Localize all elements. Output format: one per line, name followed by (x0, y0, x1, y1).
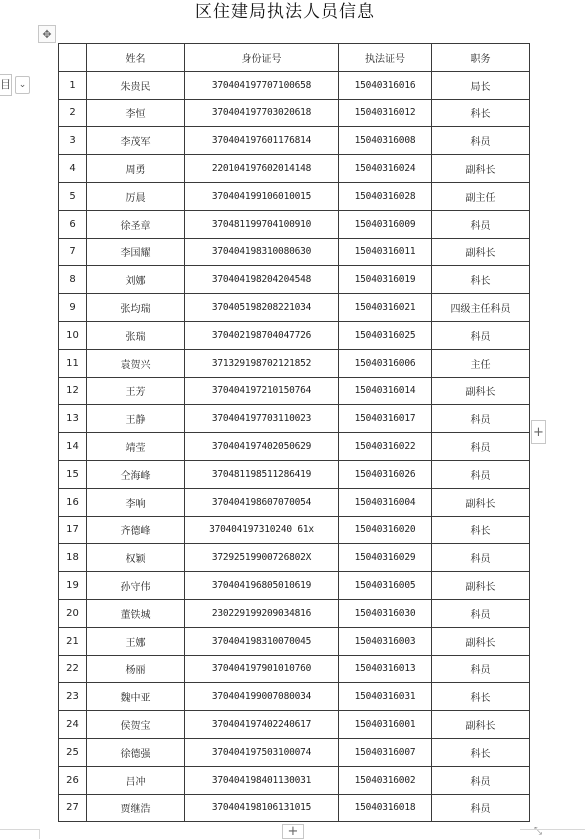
cell-index: 24 (59, 711, 87, 739)
cell-license-number: 15040316001 (339, 711, 432, 739)
cell-id-number: 370404198106131015 (185, 794, 339, 822)
table-row (59, 210, 530, 238)
cell-name: 王静 (87, 405, 185, 433)
cell-license-number: 15040316003 (339, 627, 432, 655)
cell-position: 科员 (432, 210, 530, 238)
cell-name: 侯贺宝 (87, 711, 185, 739)
cell-name: 齐德峰 (87, 516, 185, 544)
cell-position: 副科长 (432, 238, 530, 266)
table-row (59, 405, 530, 433)
cell-name: 袁贺兴 (87, 349, 185, 377)
cell-index: 22 (59, 655, 87, 683)
cell-position: 科员 (432, 599, 530, 627)
cell-license-number: 15040316024 (339, 155, 432, 183)
header-position: 职务 (432, 44, 530, 72)
cell-index: 27 (59, 794, 87, 822)
cell-position: 局长 (432, 71, 530, 99)
cell-id-number: 370405198208221034 (185, 294, 339, 322)
chevron-down-icon[interactable]: ⌄ (15, 76, 30, 94)
cell-position: 主任 (432, 349, 530, 377)
cell-name: 刘娜 (87, 266, 185, 294)
cell-position: 科长 (432, 516, 530, 544)
cell-position: 科长 (432, 683, 530, 711)
cell-id-number: 370404199106010015 (185, 182, 339, 210)
cell-index: 11 (59, 349, 87, 377)
cell-license-number: 15040316030 (339, 599, 432, 627)
cell-index: 7 (59, 238, 87, 266)
cell-name: 李恒 (87, 99, 185, 127)
cell-id-number: 370404198607070054 (185, 488, 339, 516)
cell-name: 张瑞 (87, 321, 185, 349)
cell-license-number: 15040316014 (339, 377, 432, 405)
cell-position: 科员 (432, 405, 530, 433)
cell-position: 副科长 (432, 377, 530, 405)
cell-id-number: 370404198401130031 (185, 766, 339, 794)
cell-index: 17 (59, 516, 87, 544)
cell-position: 科员 (432, 544, 530, 572)
cell-name: 王娜 (87, 627, 185, 655)
cell-position: 副科长 (432, 572, 530, 600)
cell-license-number: 15040316006 (339, 349, 432, 377)
cell-id-number: 370404197703110023 (185, 405, 339, 433)
cell-index: 19 (59, 572, 87, 600)
cell-license-number: 15040316011 (339, 238, 432, 266)
cell-position: 科员 (432, 655, 530, 683)
cell-name: 孙守伟 (87, 572, 185, 600)
cell-position: 科员 (432, 794, 530, 822)
cell-license-number: 15040316013 (339, 655, 432, 683)
table-row (59, 627, 530, 655)
cell-id-number: 370404199007080034 (185, 683, 339, 711)
cell-position: 副主任 (432, 182, 530, 210)
cell-index: 8 (59, 266, 87, 294)
cell-name: 仝海峰 (87, 460, 185, 488)
table-row (59, 599, 530, 627)
cell-position: 科员 (432, 460, 530, 488)
cell-index: 23 (59, 683, 87, 711)
cell-id-number: 370404198310080630 (185, 238, 339, 266)
cell-id-number: 370404197402050629 (185, 433, 339, 461)
table-row (59, 433, 530, 461)
table-row (59, 655, 530, 683)
cell-index: 16 (59, 488, 87, 516)
cell-name: 吕冲 (87, 766, 185, 794)
page-title: 区住建局执法人员信息 (195, 2, 375, 22)
cell-index: 15 (59, 460, 87, 488)
cell-license-number: 15040316029 (339, 544, 432, 572)
table-row (59, 544, 530, 572)
table-row (59, 683, 530, 711)
cell-name: 贾继浩 (87, 794, 185, 822)
cell-id-number: 220104197602014148 (185, 155, 339, 183)
cell-name: 李响 (87, 488, 185, 516)
cell-position: 科员 (432, 321, 530, 349)
cell-position: 副科长 (432, 627, 530, 655)
table-row (59, 127, 530, 155)
table-row (59, 155, 530, 183)
cell-license-number: 15040316017 (339, 405, 432, 433)
cell-id-number: 370402198704047726 (185, 321, 339, 349)
cell-name: 杨丽 (87, 655, 185, 683)
table-row (59, 766, 530, 794)
page-corner-left (0, 829, 40, 839)
cell-index: 10 (59, 321, 87, 349)
cell-license-number: 15040316031 (339, 683, 432, 711)
cell-license-number: 15040316002 (339, 766, 432, 794)
cell-id-number: 37292519900726802X (185, 544, 339, 572)
cell-name: 徐德强 (87, 738, 185, 766)
cell-index: 13 (59, 405, 87, 433)
cell-name: 张均瑞 (87, 294, 185, 322)
cell-id-number: 371329198702121852 (185, 349, 339, 377)
cell-index: 18 (59, 544, 87, 572)
table-row (59, 572, 530, 600)
cell-license-number: 15040316004 (339, 488, 432, 516)
cell-name: 魏中亚 (87, 683, 185, 711)
cell-license-number: 15040316012 (339, 99, 432, 127)
cell-license-number: 15040316021 (339, 294, 432, 322)
cell-index: 5 (59, 182, 87, 210)
cell-position: 副科长 (432, 155, 530, 183)
cell-id-number: 370404197703020618 (185, 99, 339, 127)
cell-index: 4 (59, 155, 87, 183)
table-row (59, 99, 530, 127)
cell-id-number: 370404198310070045 (185, 627, 339, 655)
cell-id-number: 370404198204204548 (185, 266, 339, 294)
header-name: 姓名 (87, 44, 185, 72)
cell-index: 25 (59, 738, 87, 766)
cell-license-number: 15040316025 (339, 321, 432, 349)
table-move-handle[interactable] (38, 25, 56, 43)
cell-name: 王芳 (87, 377, 185, 405)
cell-license-number: 15040316018 (339, 794, 432, 822)
cell-name: 靖莹 (87, 433, 185, 461)
table-row (59, 711, 530, 739)
header-license-number: 执法证号 (339, 44, 432, 72)
cell-name: 权颖 (87, 544, 185, 572)
left-outline-control[interactable] (0, 74, 32, 96)
cell-position: 科员 (432, 766, 530, 794)
cell-index: 21 (59, 627, 87, 655)
cell-index: 3 (59, 127, 87, 155)
table-row (59, 71, 530, 99)
cell-license-number: 15040316008 (339, 127, 432, 155)
header-index (59, 44, 87, 72)
cell-license-number: 15040316026 (339, 460, 432, 488)
table-row (59, 488, 530, 516)
cell-position: 科长 (432, 99, 530, 127)
cell-license-number: 15040316007 (339, 738, 432, 766)
cell-license-number: 15040316028 (339, 182, 432, 210)
cell-id-number: 370481199704100910 (185, 210, 339, 238)
staff-table (58, 43, 530, 822)
cell-id-number: 370404197310240 61x (185, 516, 339, 544)
cell-position: 科长 (432, 738, 530, 766)
cell-index: 9 (59, 294, 87, 322)
cell-license-number: 15040316016 (339, 71, 432, 99)
table-row (59, 377, 530, 405)
cell-id-number: 230229199209034816 (185, 599, 339, 627)
cell-id-number: 370404197210150764 (185, 377, 339, 405)
cell-license-number: 15040316020 (339, 516, 432, 544)
cell-license-number: 15040316022 (339, 433, 432, 461)
table-row (59, 238, 530, 266)
table-body (59, 71, 530, 822)
table-row (59, 460, 530, 488)
plus-icon: + (287, 824, 299, 839)
cell-name: 李茂军 (87, 127, 185, 155)
table-row (59, 738, 530, 766)
add-row-button[interactable] (282, 824, 304, 839)
cell-license-number: 15040316005 (339, 572, 432, 600)
cell-id-number: 370404197901010760 (185, 655, 339, 683)
cell-position: 科员 (432, 433, 530, 461)
cell-id-number: 370404197503100074 (185, 738, 339, 766)
cell-index: 26 (59, 766, 87, 794)
cell-position: 副科长 (432, 711, 530, 739)
plus-icon: + (533, 424, 544, 440)
cell-id-number: 370404197601176814 (185, 127, 339, 155)
cell-name: 徐圣章 (87, 210, 185, 238)
cell-position: 副科长 (432, 488, 530, 516)
cell-name: 朱贵民 (87, 71, 185, 99)
cell-id-number: 370481198511286419 (185, 460, 339, 488)
cell-name: 周勇 (87, 155, 185, 183)
table-header-row (59, 44, 530, 72)
cell-name: 董铁城 (87, 599, 185, 627)
cell-license-number: 15040316019 (339, 266, 432, 294)
cell-id-number: 370404197707100658 (185, 71, 339, 99)
cell-index: 12 (59, 377, 87, 405)
cell-index: 20 (59, 599, 87, 627)
table-row (59, 516, 530, 544)
cell-position: 四级主任科员 (432, 294, 530, 322)
table-row (59, 266, 530, 294)
cell-license-number: 15040316009 (339, 210, 432, 238)
cell-index: 14 (59, 433, 87, 461)
cell-index: 2 (59, 99, 87, 127)
table-row (59, 321, 530, 349)
cell-id-number: 370404196805010619 (185, 572, 339, 600)
table-row (59, 349, 530, 377)
cell-name: 厉晨 (87, 182, 185, 210)
cell-position: 科员 (432, 127, 530, 155)
outline-stub[interactable]: 目 (0, 74, 12, 96)
table-row (59, 794, 530, 822)
cell-index: 6 (59, 210, 87, 238)
add-column-button[interactable] (531, 420, 546, 444)
table-row (59, 294, 530, 322)
cell-index: 1 (59, 71, 87, 99)
resize-icon: ⤡ (534, 825, 542, 837)
header-id-number: 身份证号 (185, 44, 339, 72)
move-icon: ✥ (42, 27, 52, 41)
cell-name: 李国耀 (87, 238, 185, 266)
cell-position: 科长 (432, 266, 530, 294)
table-row (59, 182, 530, 210)
cell-id-number: 370404197402240617 (185, 711, 339, 739)
page-corner-right (520, 829, 585, 839)
